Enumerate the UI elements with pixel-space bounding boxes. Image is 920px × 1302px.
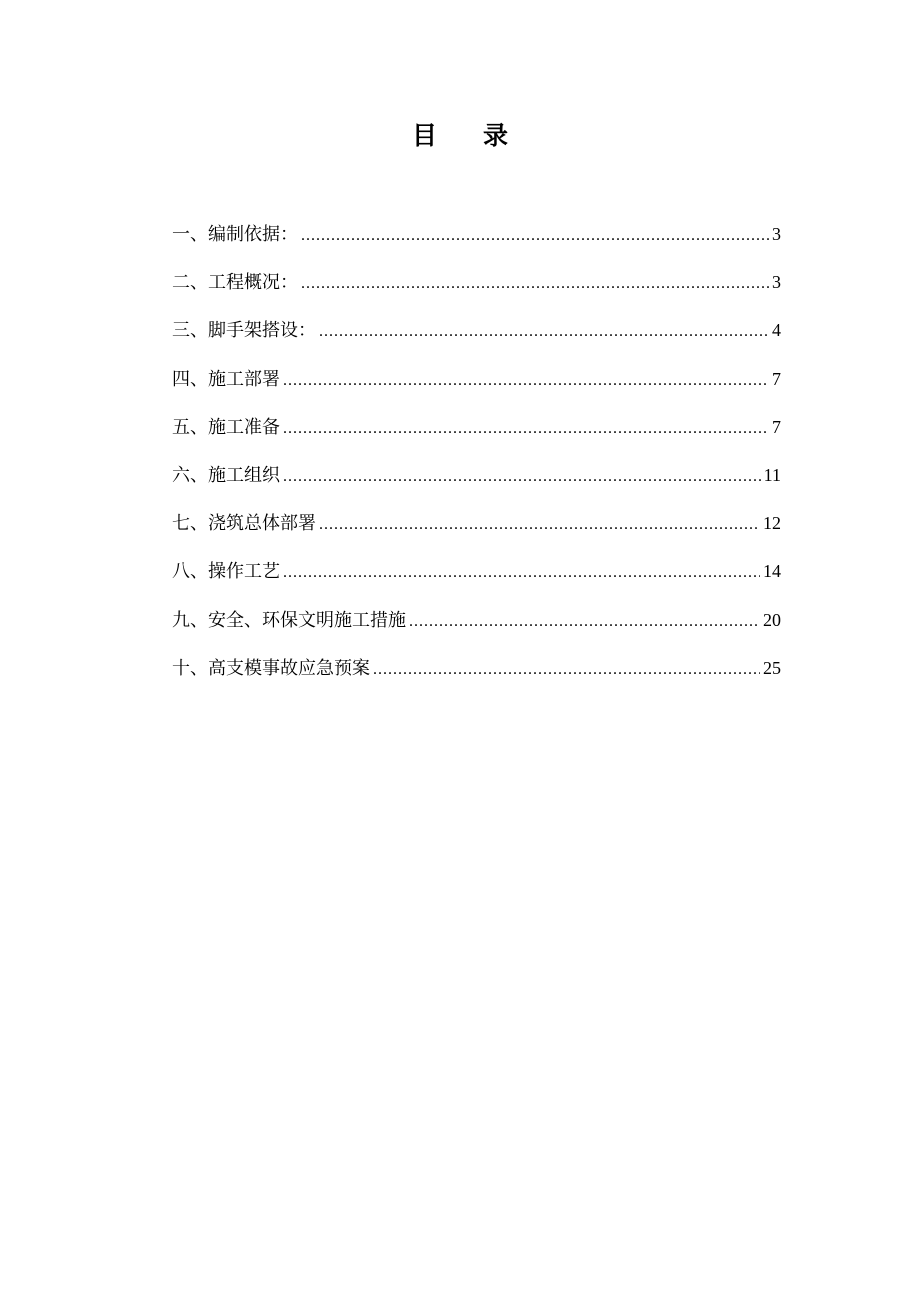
toc-entry-9[interactable] xyxy=(172,604,781,652)
toc-dot-leader xyxy=(301,268,769,300)
toc-entry-2[interactable] xyxy=(172,266,781,314)
toc-entry-label: 一、编制依据： xyxy=(172,224,298,245)
toc-dot-leader xyxy=(319,509,760,541)
toc-page-number: 7 xyxy=(772,416,781,437)
toc-entry-3[interactable] xyxy=(172,314,781,362)
toc-entry-label: 八、操作工艺 xyxy=(172,561,280,583)
toc-entry-label: 二、工程概况： xyxy=(172,272,298,294)
toc-dot-leader xyxy=(283,557,760,589)
toc-entry-label: 九、安全、环保文明施工措施 xyxy=(172,609,406,631)
toc-page-number: 3 xyxy=(772,224,781,244)
toc-dot-leader xyxy=(301,220,769,252)
toc-entry-7[interactable] xyxy=(172,507,781,555)
toc-page-number: 12 xyxy=(763,513,781,534)
toc-entry-8[interactable] xyxy=(172,555,781,603)
toc-entry-5[interactable] xyxy=(172,411,781,459)
toc-dot-leader xyxy=(283,413,769,445)
toc-entry-label: 五、施工准备 xyxy=(172,416,280,438)
toc-dot-leader xyxy=(373,654,760,686)
table-of-contents xyxy=(172,218,781,700)
toc-entry-label: 七、浇筑总体部署 xyxy=(172,513,316,535)
toc-dot-leader xyxy=(283,365,769,397)
page-title-char-2: 录 xyxy=(483,121,509,150)
toc-dot-leader xyxy=(319,316,769,348)
toc-entry-label: 六、施工组织 xyxy=(172,464,280,486)
toc-entry-6[interactable] xyxy=(172,459,781,507)
toc-dot-leader xyxy=(283,461,761,493)
toc-page-number: 3 xyxy=(772,272,781,293)
toc-page-number: 20 xyxy=(763,609,781,630)
toc-entry-label: 十、高支模事故应急预案 xyxy=(172,657,370,679)
toc-page-number: 4 xyxy=(772,320,781,341)
toc-entry-1[interactable] xyxy=(172,218,781,266)
toc-page-number: 11 xyxy=(763,464,781,485)
toc-entry-4[interactable] xyxy=(172,363,781,411)
toc-entry-label: 三、脚手架搭设： xyxy=(172,320,316,342)
page-title-char-1: 目 xyxy=(411,121,437,150)
page-title xyxy=(0,116,920,156)
toc-entry-label: 四、施工部署 xyxy=(172,368,280,390)
toc-entry-10[interactable] xyxy=(172,652,781,700)
toc-page-number: 25 xyxy=(763,657,781,678)
toc-page-number: 7 xyxy=(772,368,781,389)
toc-dot-leader xyxy=(409,606,760,638)
toc-page-number: 14 xyxy=(763,561,781,582)
